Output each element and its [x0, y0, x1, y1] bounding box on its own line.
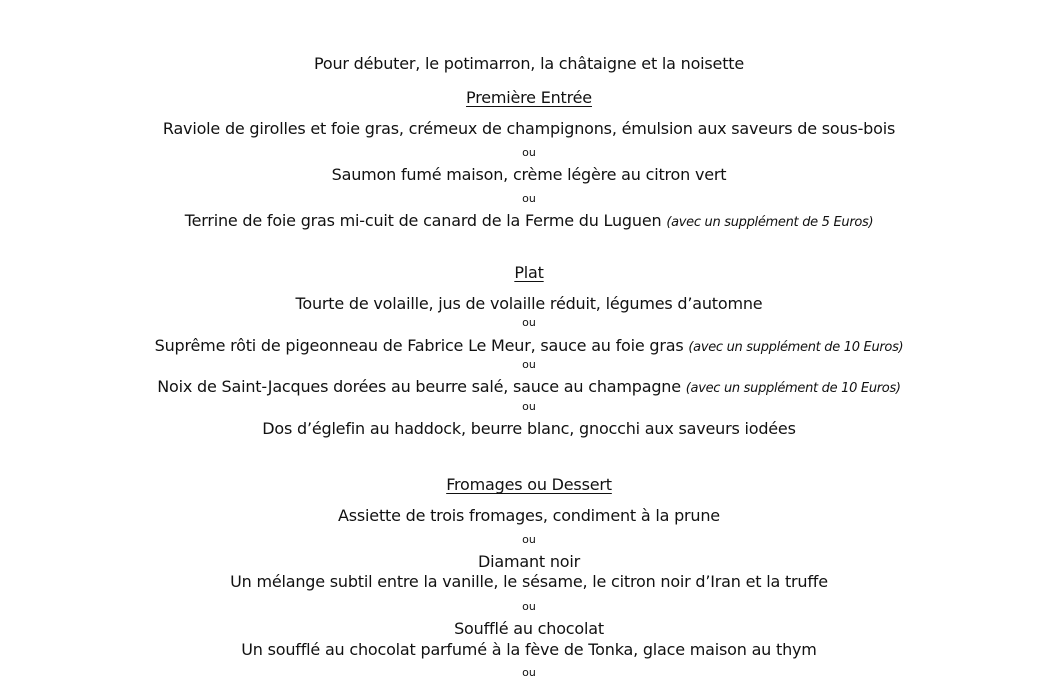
dessert-item-2-title: Diamant noir [477, 552, 580, 571]
cheese-dessert-item-1: Assiette de trois fromages, condiment à la prune [338, 506, 720, 525]
or-separator: ou [522, 666, 536, 679]
first-course-item-3-text: Terrine de foie gras mi-cuit de canard de la Ferme du Luguen [184, 211, 662, 230]
main-course-item-3 [0, 377, 1058, 399]
or-separator: ou [522, 400, 536, 413]
dessert-item-3-title: Soufflé au chocolat [454, 619, 604, 638]
or-separator: ou [522, 146, 536, 159]
dessert-item-3-description: Un soufflé au chocolat parfumé à la fève de Tonka, glace maison au thym [241, 640, 817, 659]
supplement-note: (avec un supplément de 10 Euros) [685, 381, 901, 396]
first-course-item-3 [0, 211, 1058, 233]
first-course-heading: Première Entrée [466, 88, 592, 107]
cropped-top-line [0, 0, 1058, 9]
supplement-note: (avec un supplément de 5 Euros) [666, 215, 874, 230]
or-separator: ou [522, 533, 536, 546]
main-course-item-3-text: Noix de Saint-Jacques dorées au beurre salé, sauce au champagne [157, 377, 681, 396]
main-course-item-2-text: Suprême rôti de pigeonneau de Fabrice Le Meur, sauce au foie gras [154, 336, 684, 355]
menu-intro: Pour débuter, le potimarron, la châtaigne et la noisette [313, 54, 744, 73]
main-course-item-4: Dos d’églefin au haddock, beurre blanc, gnocchi aux saveurs iodées [262, 419, 796, 438]
or-separator: ou [522, 192, 536, 205]
cheese-dessert-heading: Fromages ou Dessert [446, 475, 612, 494]
main-course-heading: Plat [514, 263, 544, 282]
or-separator: ou [522, 316, 536, 329]
or-separator: ou [522, 600, 536, 613]
dessert-item-2-description: Un mélange subtil entre la vanille, le sésame, le citron noir d’Iran et la truffe [230, 572, 828, 591]
or-separator: ou [522, 358, 536, 371]
first-course-item-1: Raviole de girolles et foie gras, crémeux de champignons, émulsion aux saveurs de sous-bois [162, 119, 896, 138]
main-course-item-1: Tourte de volaille, jus de volaille réduit, légumes d’automne [295, 294, 763, 313]
main-course-item-2 [0, 336, 1058, 358]
first-course-item-2: Saumon fumé maison, crème légère au citron vert [331, 165, 727, 184]
supplement-note: (avec un supplément de 10 Euros) [688, 340, 904, 355]
